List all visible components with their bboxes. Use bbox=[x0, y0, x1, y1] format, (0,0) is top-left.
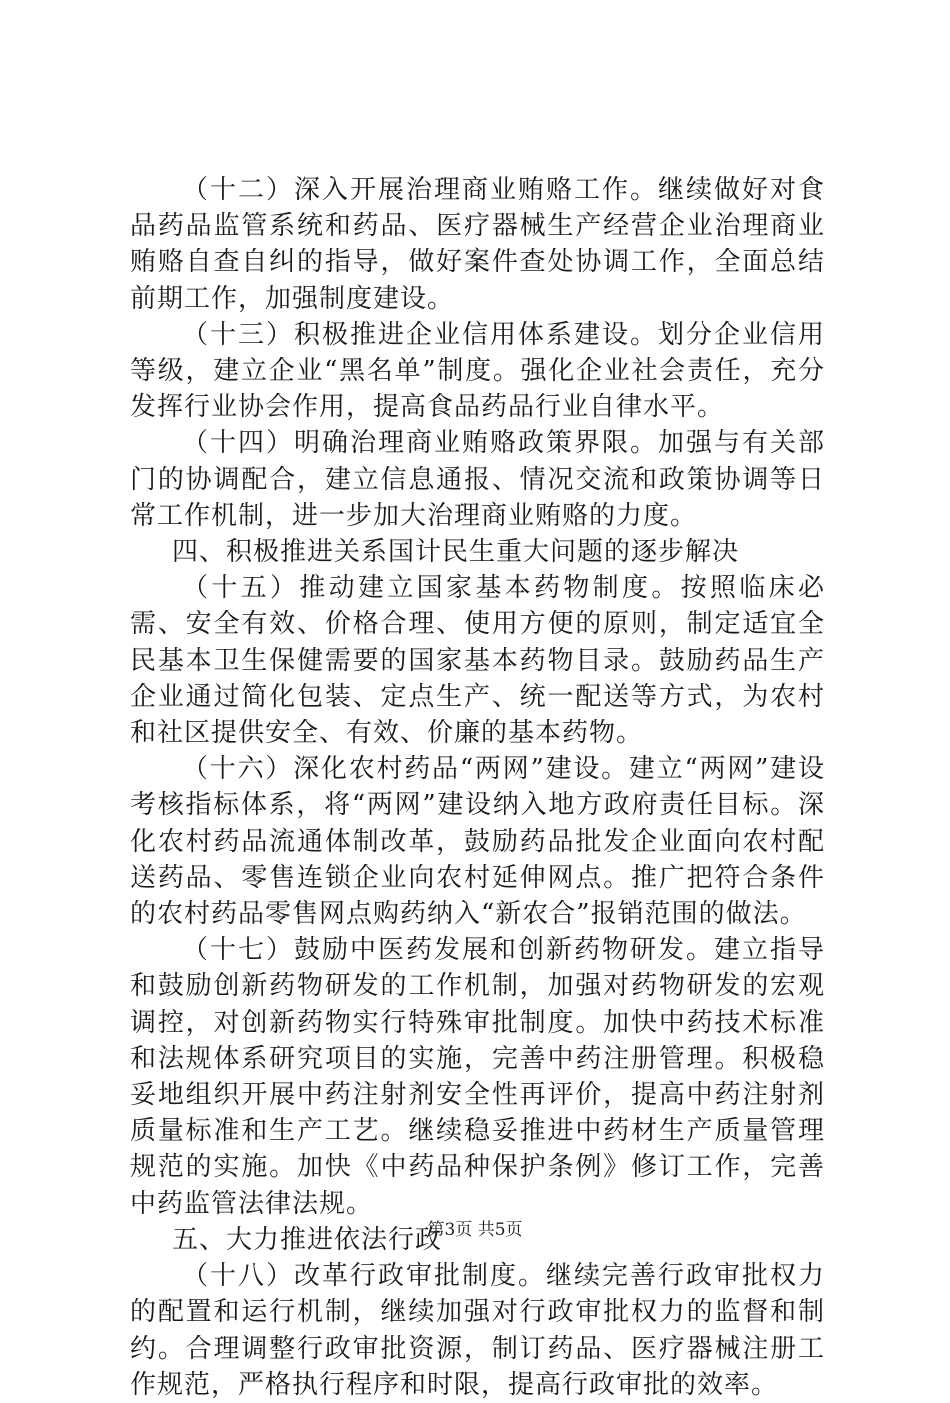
section-heading-5: 五、大力推进依法行政 bbox=[172, 1224, 443, 1255]
paragraph-17: （十七）鼓励中医药发展和创新药物研发。建立指导和鼓励创新药物研发的工作机制，加强对药物研发的宏观调控，对创新药物实行特殊审批制度。加快中药技术标准和法规体系研究项目的实施，完善中药注册管理。积极稳妥地组织开展中药注射剂安全性再评价，提高中药注射剂质量标准和生产工艺。继续稳妥推进中药材生产质量管理规范的实施。加快《中药品种保护条例》修订工作，完善中药监管法律法规。 bbox=[130, 935, 825, 1219]
paragraph-16: （十六）深化农村药品“两网”建设。建立“两网”建设考核指标体系，将“两网”建设纳入地方政府责任目标。深化农村药品流通体制改革，鼓励药品批发企业面向农村配送药品、零售连锁企业向农村延伸网点。推广把符合条件的农村药品零售网点购药纳入“新农合”报销范围的做法。 bbox=[130, 754, 825, 930]
paragraph-15: （十五）推动建立国家基本药物制度。按照临床必需、安全有效、价格合理、使用方便的原则，制定适宜全民基本卫生保健需要的国家基本药物目录。鼓励药品生产企业通过简化包装、定点生产、统一配送等方式，为农村和社区提供安全、有效、价廉的基本药物。 bbox=[130, 573, 825, 749]
paragraph-12: （十二）深入开展治理商业贿赂工作。继续做好对食品药品监管系统和药品、医疗器械生产经营企业治理商业贿赂自查自纠的指导，做好案件查处协调工作，全面总结前期工作，加强制度建设。 bbox=[130, 175, 825, 314]
section-heading-4: 四、积极推进关系国计民生重大问题的逐步解决 bbox=[172, 537, 740, 568]
paragraph-18: （十八）改革行政审批制度。继续完善行政审批权力的配置和运行机制，继续加强对行政审批权力的监督和制约。合理调整行政审批资源，制订药品、医疗器械注册工作规范，严格执行程序和时限，提高行政审批的效率。 bbox=[130, 1261, 825, 1400]
page-number-footer: 第3页 共5页 bbox=[427, 1220, 523, 1240]
paragraph-13: （十三）积极推进企业信用体系建设。划分企业信用等级，建立企业“黑名单”制度。强化企业社会责任，充分发挥行业协会作用，提高食品药品行业自律水平。 bbox=[130, 319, 825, 423]
paragraph-14: （十四）明确治理商业贿赂政策界限。加强与有关部门的协调配合，建立信息通报、情况交流和政策协调等日常工作机制，进一步加大治理商业贿赂的力度。 bbox=[130, 428, 825, 531]
